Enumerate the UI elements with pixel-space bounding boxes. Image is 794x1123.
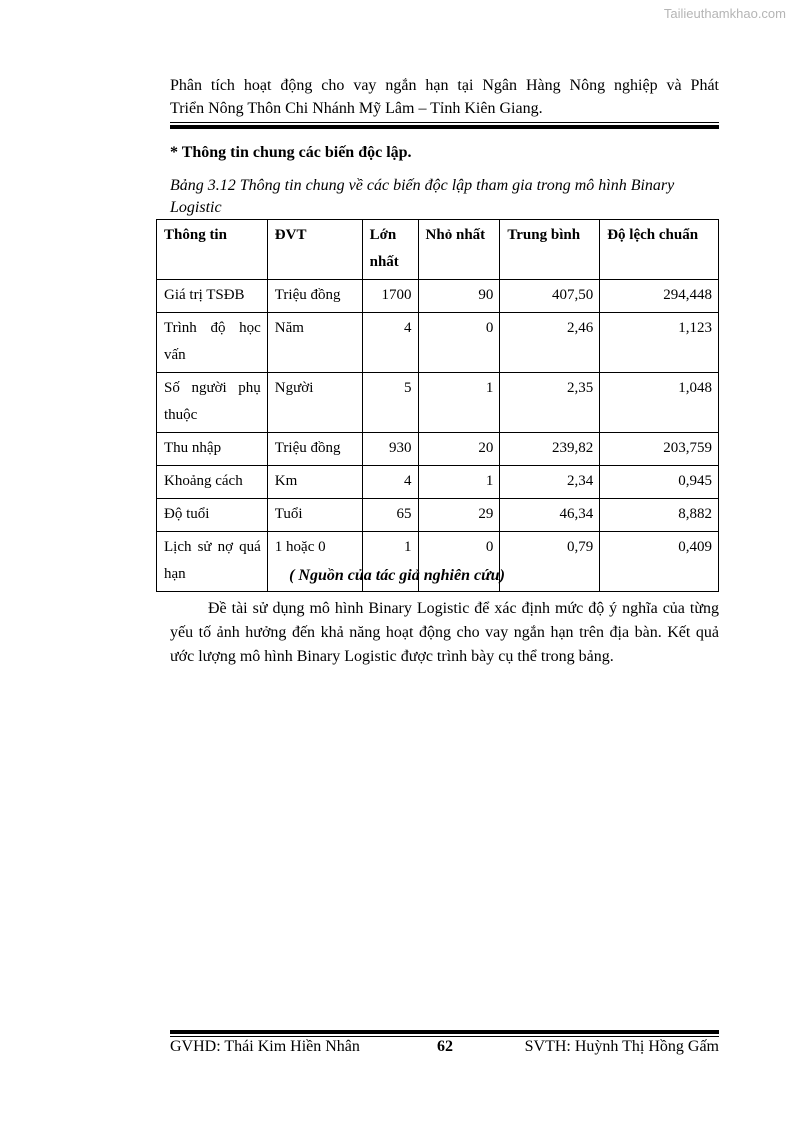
- cell-unit: Triệu đồng: [267, 280, 362, 313]
- cell-min: 0: [418, 313, 500, 373]
- col-header-min: Nhỏ nhất: [418, 220, 500, 280]
- table-row: [157, 280, 719, 313]
- cell-info: Khoảng cách: [157, 466, 268, 499]
- col-header-mean: Trung bình: [500, 220, 600, 280]
- cell-mean: 2,35: [500, 373, 600, 433]
- page-header: [170, 74, 719, 120]
- cell-mean: 239,82: [500, 433, 600, 466]
- footer-advisor: GVHD: Thái Kim Hiền Nhân: [170, 1038, 360, 1055]
- col-header-std: Độ lệch chuẩn: [600, 220, 719, 280]
- cell-min: 29: [418, 499, 500, 532]
- cell-info: Trình độ học vấn: [157, 313, 268, 373]
- footer-student: SVTH: Huỳnh Thị Hồng Gấm: [524, 1038, 719, 1055]
- cell-max: 1: [362, 532, 418, 592]
- header-line-1: Phân tích hoạt động cho vay ngắn hạn tại Ngân Hàng Nông nghiệp và Phát: [170, 77, 719, 94]
- cell-max: 4: [362, 466, 418, 499]
- cell-min: 20: [418, 433, 500, 466]
- cell-std: 294,448: [600, 280, 719, 313]
- cell-max: 4: [362, 313, 418, 373]
- statistics-table: [156, 219, 719, 592]
- cell-max: 1700: [362, 280, 418, 313]
- cell-info: Thu nhập: [157, 433, 268, 466]
- cell-std: 0,409: [600, 532, 719, 592]
- col-header-info: Thông tin: [157, 220, 268, 280]
- table-row: [157, 466, 719, 499]
- table-row: [157, 499, 719, 532]
- table-header-row: [157, 220, 719, 280]
- cell-unit: Năm: [267, 313, 362, 373]
- cell-mean: 0,79: [500, 532, 600, 592]
- cell-std: 1,123: [600, 313, 719, 373]
- footer-rule-thick: [170, 1030, 719, 1034]
- col-header-max: Lớn nhất: [362, 220, 418, 280]
- cell-std: 1,048: [600, 373, 719, 433]
- body-paragraph: Đề tài sử dụng mô hình Binary Logistic để xác định mức độ ý nghĩa của từng yếu tố ảnh hưởng đến khả năng hoạt động cho vay ngắn hạn trên địa bàn. Kết quả ước lượng mô hình Binary Logistic được trình bày cụ thể trong bảng.: [170, 600, 719, 665]
- table-caption: Bảng 3.12 Thông tin chung về các biến độc lập tham gia trong mô hình Binary Logistic: [170, 177, 675, 216]
- cell-unit: Km: [267, 466, 362, 499]
- cell-max: 5: [362, 373, 418, 433]
- cell-min: 90: [418, 280, 500, 313]
- table-row: [157, 373, 719, 433]
- cell-min: 1: [418, 373, 500, 433]
- cell-unit: 1 hoặc 0: [267, 532, 362, 592]
- footer-rule-thin: [170, 1036, 719, 1037]
- cell-info: Độ tuổi: [157, 499, 268, 532]
- page-footer: [170, 1038, 719, 1062]
- header-rule-thick: [170, 125, 719, 129]
- cell-mean: 46,34: [500, 499, 600, 532]
- table-source-note: ( Nguồn của tác giả nghiên cứu): [289, 567, 505, 584]
- cell-min: 0: [418, 532, 500, 592]
- cell-info: Số người phụ thuộc: [157, 373, 268, 433]
- cell-info: Lịch sử nợ quá hạn: [157, 532, 268, 592]
- cell-mean: 2,34: [500, 466, 600, 499]
- cell-mean: 2,46: [500, 313, 600, 373]
- section-title: * Thông tin chung các biến độc lập.: [170, 144, 412, 161]
- table-row: [157, 313, 719, 373]
- table-row: [157, 433, 719, 466]
- watermark: Tailieuthamkhao.com: [663, 6, 786, 21]
- cell-std: 8,882: [600, 499, 719, 532]
- header-line-2: Triển Nông Thôn Chi Nhánh Mỹ Lâm – Tỉnh Kiên Giang.: [170, 100, 543, 117]
- cell-mean: 407,50: [500, 280, 600, 313]
- cell-max: 930: [362, 433, 418, 466]
- page-number: 62: [437, 1038, 453, 1055]
- cell-std: 0,945: [600, 466, 719, 499]
- cell-std: 203,759: [600, 433, 719, 466]
- cell-min: 1: [418, 466, 500, 499]
- col-header-unit: ĐVT: [267, 220, 362, 280]
- cell-info: Giá trị TSĐB: [157, 280, 268, 313]
- cell-unit: Triệu đồng: [267, 433, 362, 466]
- header-rule-thin: [170, 122, 719, 123]
- cell-unit: Người: [267, 373, 362, 433]
- cell-max: 65: [362, 499, 418, 532]
- cell-unit: Tuổi: [267, 499, 362, 532]
